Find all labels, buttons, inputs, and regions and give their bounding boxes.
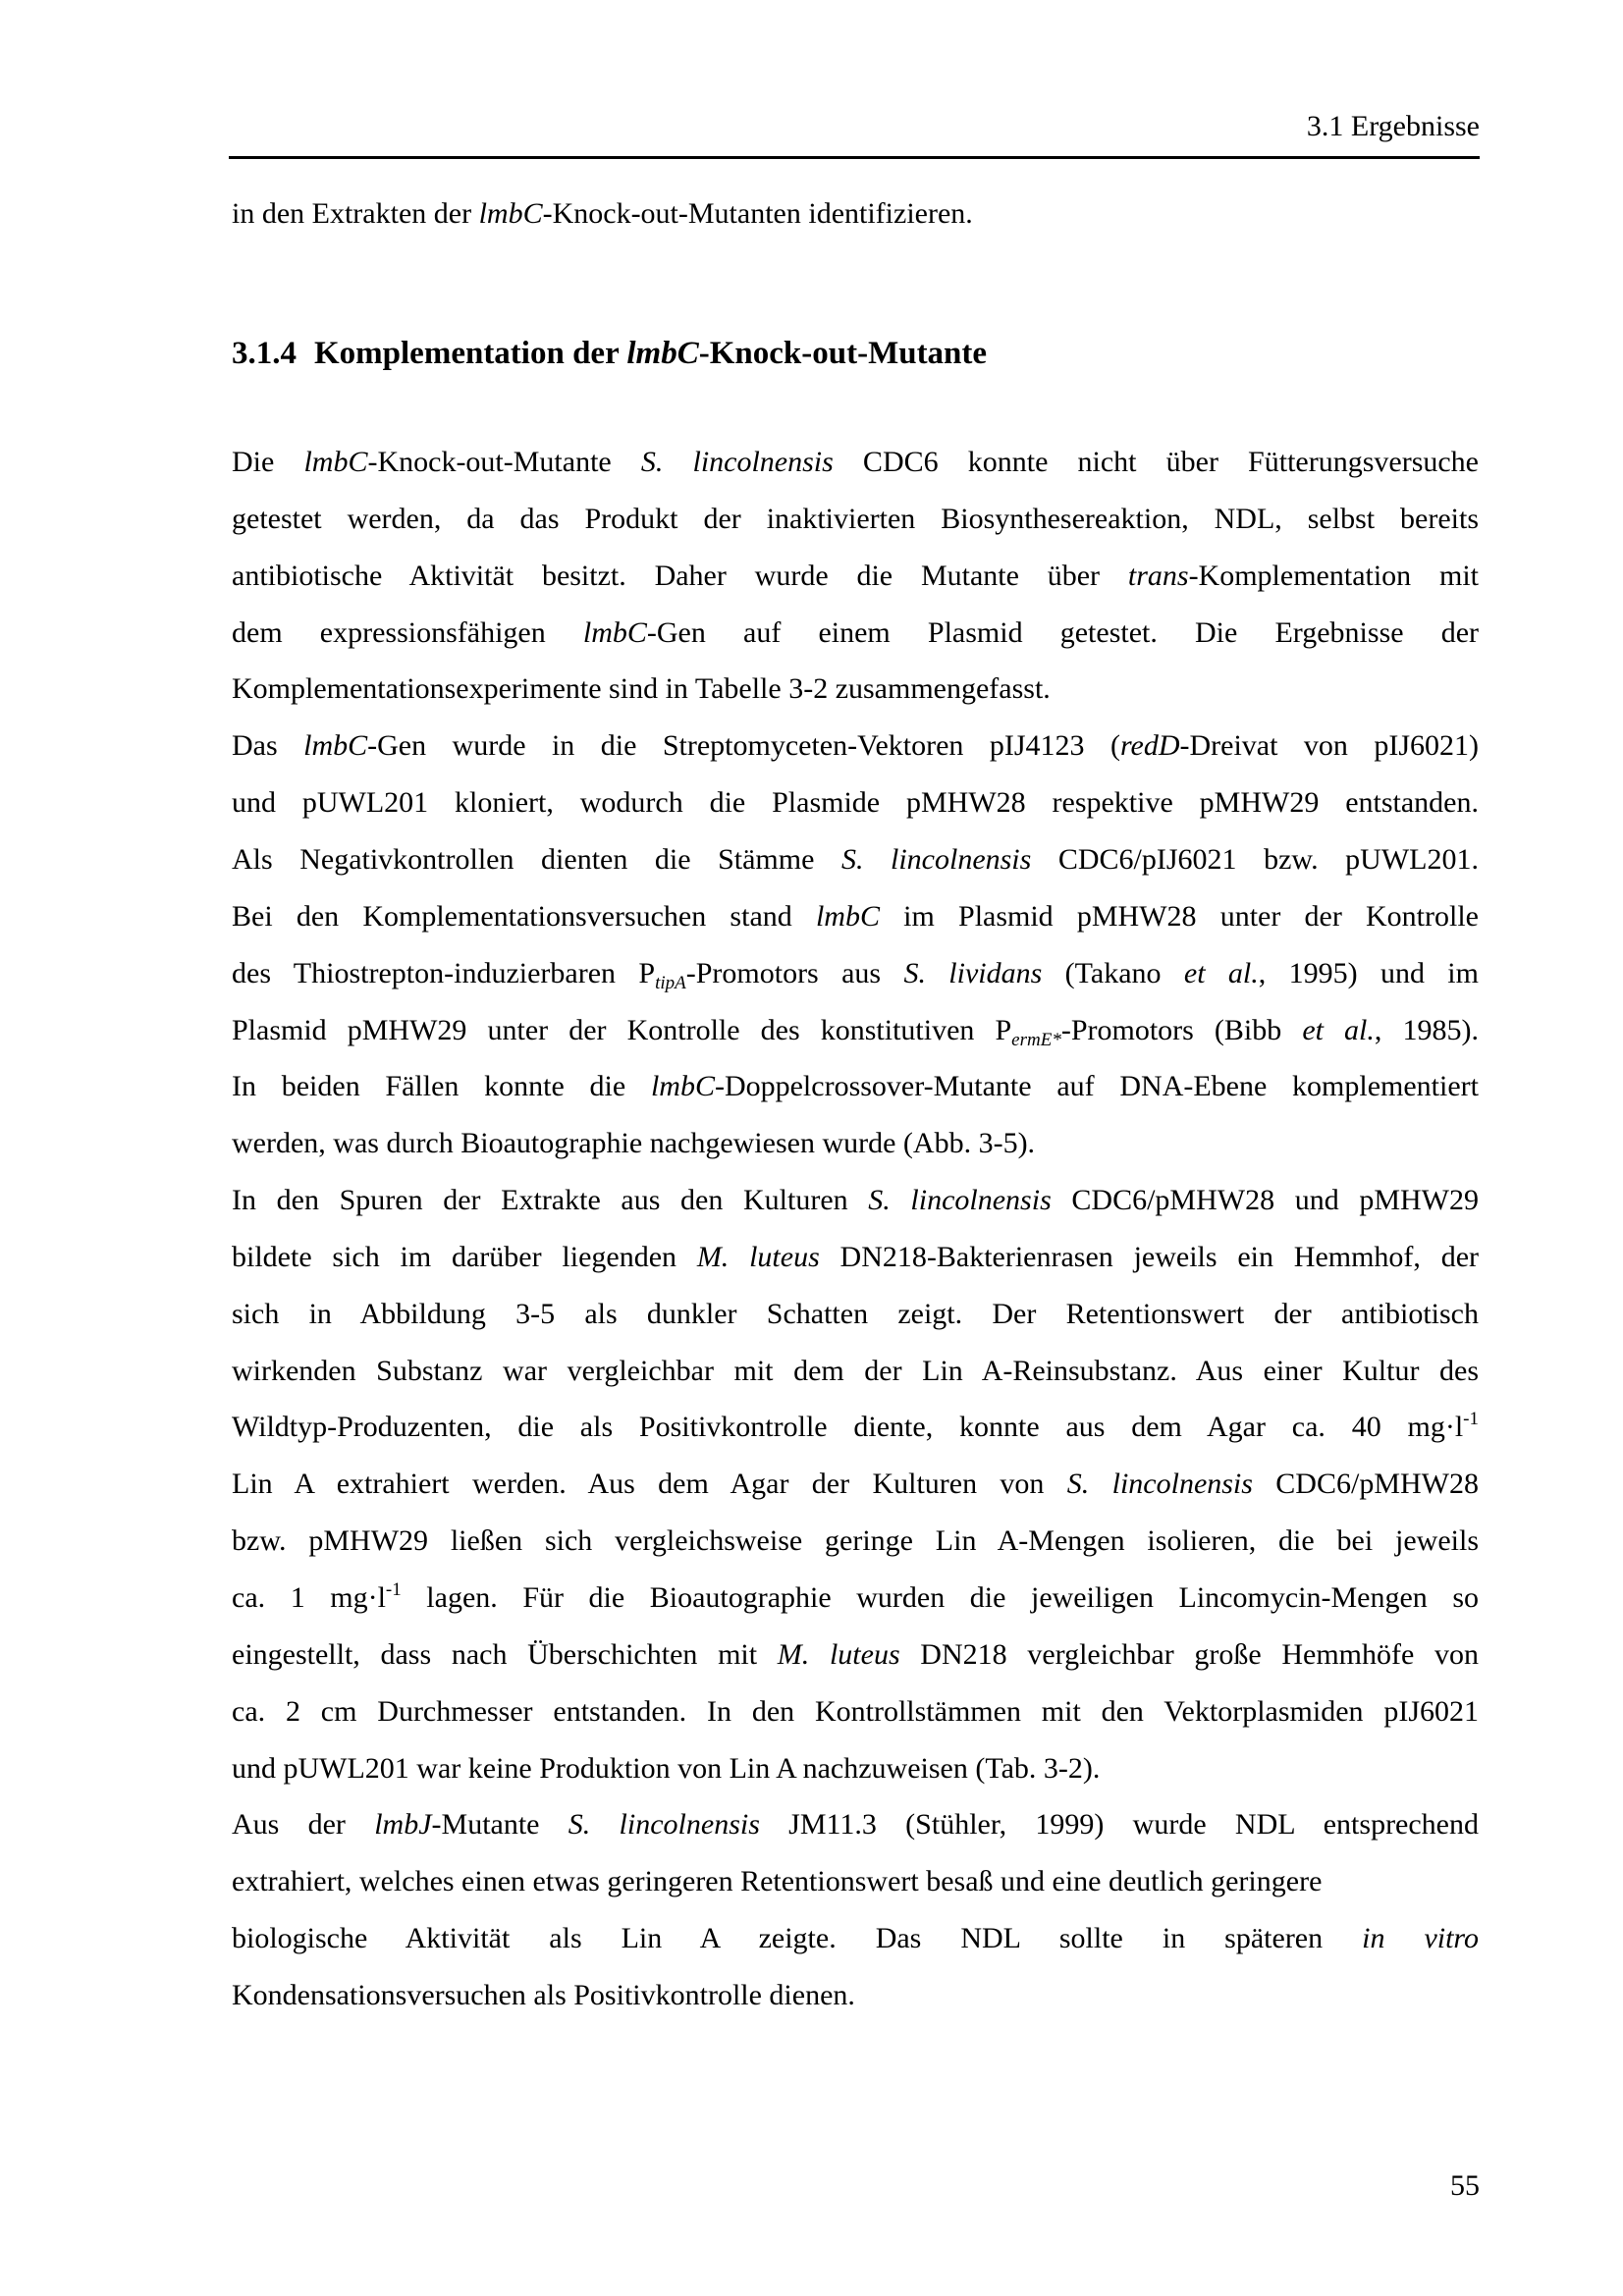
- text-line: [232, 443, 1479, 482]
- running-header: 3.1 Ergebnisse: [1306, 110, 1480, 142]
- text-run: CDC6/pIJ6021 bzw. pUWL201.: [1031, 842, 1479, 876]
- text-line: [232, 1749, 1479, 1789]
- text-run: Wildtyp-Produzenten, die als Positivkontrolle diente, konnte aus dem Agar ca. 40 mg·l: [232, 1411, 1464, 1444]
- text-line: [232, 1124, 1479, 1163]
- text-run: DN218-Bakterienrasen jeweils ein Hemmhof, der: [819, 1240, 1480, 1273]
- italic-term: et al.: [1183, 956, 1259, 989]
- text-run: -Doppelcrossover-Mutante auf DNA-Ebene komplementiert: [714, 1070, 1479, 1103]
- text-run: In beiden Fällen konnte die: [232, 1070, 651, 1103]
- text-run: Komplementationsexperimente sind in Tabelle 3-2 zusammengefasst.: [232, 672, 1051, 706]
- italic-term: trans: [1127, 559, 1189, 592]
- italic-term: redD: [1119, 729, 1180, 763]
- italic-term: lmbC: [626, 336, 699, 371]
- italic-term: S. lincolnensis: [640, 446, 834, 478]
- text-line: [232, 1408, 1479, 1447]
- text-run: bildete sich im darüber liegenden: [232, 1240, 697, 1273]
- text-line: [232, 1862, 1479, 1901]
- text-run: -Gen auf einem Plasmid getestet. Die Ergebnisse der: [646, 615, 1480, 649]
- text-run: Aus der: [232, 1808, 375, 1842]
- text-run: -Knock-out-Mutanten identifizieren.: [542, 197, 973, 230]
- italic-term: in vitro: [1362, 1922, 1479, 1955]
- text-run: Das: [232, 729, 304, 763]
- subscript: tipA: [655, 972, 686, 993]
- text-run: Bei den Komplementationsversuchen stand: [232, 899, 816, 933]
- text-run: -Promotors aus: [685, 956, 904, 989]
- italic-term: S. lincolnensis: [868, 1184, 1052, 1217]
- italic-term: S. lincolnensis: [840, 842, 1032, 876]
- text-run: sich in Abbildung 3-5 als dunkler Schatten zeigt. Der Retentionswert der antibiotisch: [232, 1297, 1479, 1330]
- text-run: des Thiostrepton-induzierbaren P: [232, 956, 656, 989]
- italic-term: M. luteus: [777, 1637, 900, 1671]
- italic-term: lmbC: [650, 1070, 715, 1103]
- text-line: [232, 1692, 1479, 1732]
- text-run: , 1995) und im: [1258, 956, 1479, 989]
- text-line: [232, 1805, 1479, 1844]
- text-run: und pUWL201 kloniert, wodurch die Plasmide pMHW28 respektive pMHW29 entstanden.: [232, 786, 1479, 820]
- header-rule: [229, 156, 1480, 159]
- italic-term: S. lincolnensis: [568, 1808, 760, 1842]
- text-line: [232, 1919, 1479, 1958]
- text-run: Plasmid pMHW29 unter der Kontrolle des konstitutiven P: [232, 1013, 1012, 1046]
- intro-line: [232, 194, 1479, 234]
- text-run: CDC6 konnte nicht über Fütterungsversuche: [833, 446, 1479, 478]
- text-run: im Plasmid pMHW28 unter der Kontrolle: [879, 899, 1479, 933]
- italic-term: lmbC: [303, 729, 368, 763]
- text-line: [232, 954, 1479, 993]
- text-line: [232, 1522, 1479, 1561]
- italic-term: S. lincolnensis: [1066, 1468, 1253, 1501]
- italic-term: S. lividans: [903, 956, 1043, 989]
- text-line: [232, 1578, 1479, 1618]
- text-line: [232, 783, 1479, 823]
- superscript: -1: [1463, 1409, 1479, 1430]
- text-run: CDC6/pMHW28: [1252, 1468, 1479, 1501]
- text-run: -Mutante: [431, 1808, 568, 1842]
- text-run: Als Negativkontrollen dienten die Stämme: [232, 842, 841, 876]
- text-line: [232, 840, 1479, 880]
- italic-term: lmbC: [303, 446, 368, 478]
- italic-term: et al.: [1302, 1013, 1375, 1046]
- text-line: [232, 1067, 1479, 1106]
- text-run: (Takano: [1042, 956, 1184, 989]
- text-run: , 1985).: [1374, 1013, 1479, 1046]
- text-line: [232, 557, 1479, 596]
- superscript: -1: [385, 1579, 402, 1600]
- text-line: [232, 1181, 1479, 1220]
- text-run: -Knock-out-Mutante: [367, 446, 641, 478]
- text-run: lagen. Für die Bioautographie wurden die jeweiligen Lincomycin-Mengen so: [401, 1581, 1479, 1614]
- italic-term: lmbJ: [374, 1808, 432, 1842]
- text-run: bzw. pMHW29 ließen sich vergleichsweise geringe Lin A-Mengen isolieren, die bei jeweils: [232, 1524, 1479, 1558]
- text-line: [232, 669, 1479, 709]
- text-run: in den Extrakten der: [232, 197, 479, 230]
- text-run: ca. 1 mg·l: [232, 1581, 386, 1614]
- section-number: 3.1.4: [232, 336, 297, 371]
- text-run: und pUWL201 war keine Produktion von Lin A nachzuweisen (Tab. 3-2).: [232, 1751, 1101, 1785]
- text-run: extrahiert, welches einen etwas geringeren Retentionswert besaß und eine deutlich geringere: [232, 1865, 1323, 1898]
- text-run: antibiotische Aktivität besitzt. Daher wurde die Mutante über: [232, 559, 1128, 592]
- text-line: [232, 1011, 1479, 1050]
- text-run: wirkenden Substanz war vergleichbar mit dem der Lin A-Reinsubstanz. Aus einer Kultur des: [232, 1354, 1479, 1387]
- italic-term: lmbC: [582, 615, 647, 649]
- text-run: In den Spuren der Extrakte aus den Kulturen: [232, 1184, 869, 1217]
- section-title: [314, 336, 987, 371]
- italic-term: lmbC: [478, 197, 543, 230]
- text-run: -Promotors (Bibb: [1060, 1013, 1303, 1046]
- text-run: getestet werden, da das Produkt der inaktivierten Biosynthesereaktion, NDL, selbst bereits: [232, 502, 1479, 535]
- text-run: Lin A extrahiert werden. Aus dem Agar der Kulturen von: [232, 1468, 1067, 1501]
- text-run: dem expressionsfähigen: [232, 615, 583, 649]
- text-line: [232, 1295, 1479, 1334]
- text-run: ca. 2 cm Durchmesser entstanden. In den Kontrollstämmen mit den Vektorplasmiden pIJ6021: [232, 1694, 1479, 1728]
- italic-term: M. luteus: [696, 1240, 820, 1273]
- text-line: [232, 614, 1479, 653]
- text-run: Kondensationsversuchen als Positivkontrolle dienen.: [232, 1978, 855, 2011]
- text-run: biologische Aktivität als Lin A zeigte. Das NDL sollte in späteren: [232, 1922, 1363, 1955]
- text-run: Komplementation der: [314, 336, 627, 371]
- subscript: ermE*: [1011, 1029, 1061, 1050]
- text-run: -Gen wurde in die Streptomyceten-Vektoren pIJ4123 (: [367, 729, 1120, 763]
- text-line: [232, 1976, 1479, 2015]
- text-line: [232, 500, 1479, 539]
- page-number: 55: [1450, 2169, 1480, 2202]
- text-run: -Knock-out-Mutante: [698, 336, 988, 371]
- text-line: [232, 726, 1479, 766]
- text-run: -Dreivat von pIJ6021): [1179, 729, 1479, 763]
- text-line: [232, 1352, 1479, 1391]
- text-line: [232, 897, 1479, 936]
- text-line: [232, 1635, 1479, 1675]
- text-run: -Komplementation mit: [1188, 559, 1479, 592]
- section-heading: [232, 336, 987, 372]
- text-run: DN218 vergleichbar große Hemmhöfe von: [899, 1637, 1480, 1671]
- text-run: eingestellt, dass nach Überschichten mit: [232, 1637, 778, 1671]
- text-run: werden, was durch Bioautographie nachgewiesen wurde (Abb. 3-5).: [232, 1127, 1036, 1160]
- text-run: Die: [232, 446, 304, 478]
- italic-term: lmbC: [815, 899, 880, 933]
- text-run: JM11.3 (Stühler, 1999) wurde NDL entsprechend: [759, 1808, 1480, 1842]
- text-run: CDC6/pMHW28 und pMHW29: [1051, 1184, 1479, 1217]
- text-line: [232, 1465, 1479, 1504]
- text-line: [232, 1238, 1479, 1277]
